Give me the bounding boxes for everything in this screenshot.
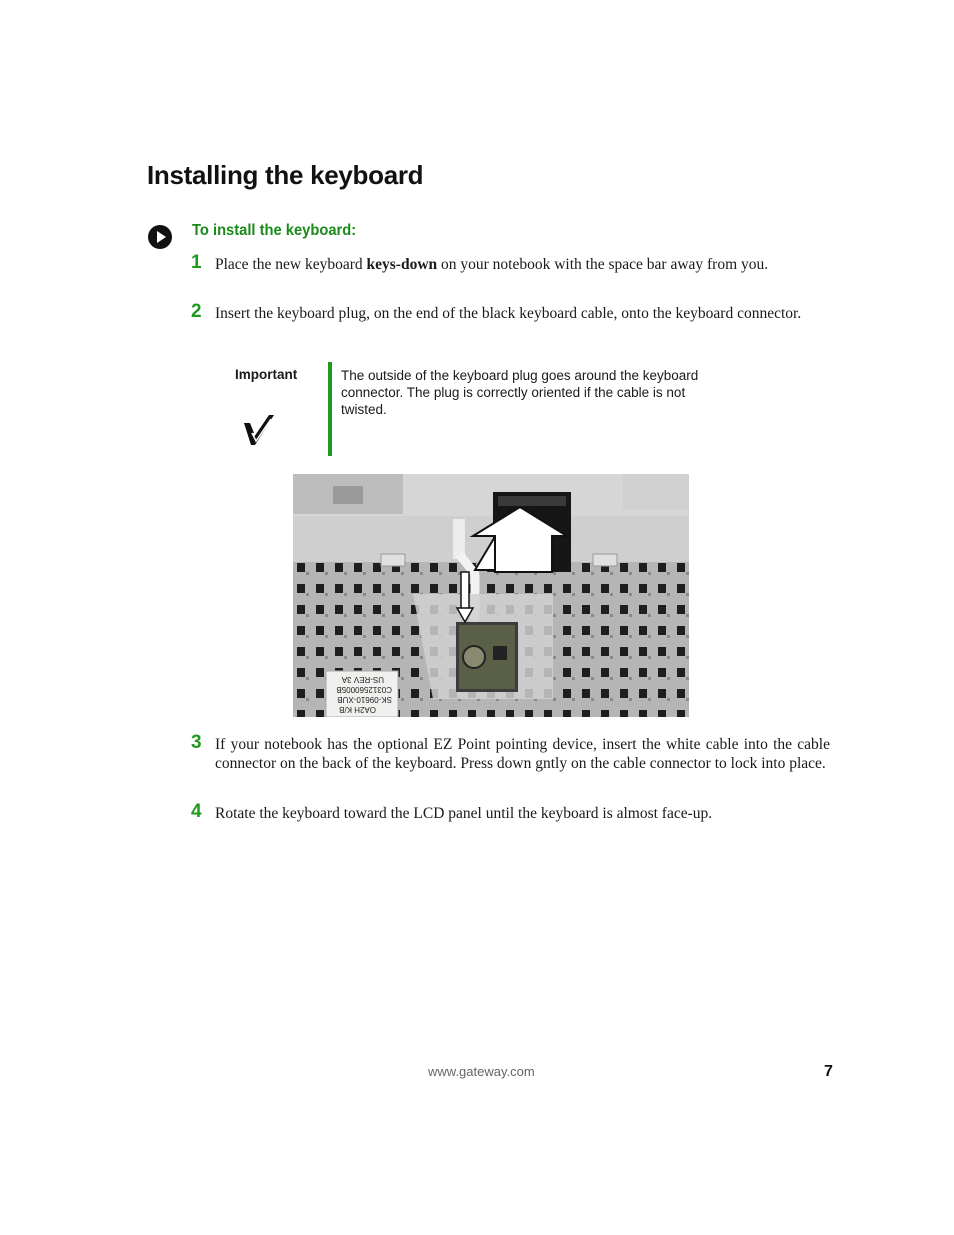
step-number-4: 4 <box>191 801 202 822</box>
step-number-1: 1 <box>191 252 202 273</box>
photo-label-line-1: OA2H K/B <box>339 705 376 714</box>
step-text-4: Rotate the keyboard toward the LCD panel until the keyboard is almost face-up. <box>215 805 713 822</box>
play-circle-icon <box>147 224 173 250</box>
footer-url: www.gateway.com <box>428 1064 535 1079</box>
checkmark-icon <box>241 411 277 447</box>
step-number-2: 2 <box>191 301 202 322</box>
step-1-text-after: on your notebook with the space bar away from you. <box>437 256 769 273</box>
photo-label-line-3: C0312560005B <box>336 685 392 694</box>
step-1-text-before: Place the new keyboard <box>215 256 367 273</box>
step-number-3: 3 <box>191 732 202 753</box>
photo-label-line-4: US-REV 3A <box>341 675 384 684</box>
keyboard-connector-photo <box>293 474 689 717</box>
photo-label-line-2: SK-09610-XUB <box>337 695 392 704</box>
page-title: Installing the keyboard <box>147 160 424 190</box>
step-text-1 <box>215 255 830 274</box>
step-1-bold-text: keys-down <box>366 256 438 273</box>
important-text: The outside of the keyboard plug goes around the keyboard connector. The plug is correctly oriented if the cable is not twisted. <box>341 368 699 417</box>
step-text-3: If your notebook has the optional EZ Point pointing device, insert the white cable into the cable connector on the back of the keyboard. Press down gntly on the cable connector to lock into place. <box>215 736 830 772</box>
important-divider <box>328 362 332 456</box>
page-number: 7 <box>824 1063 833 1080</box>
important-label: Important <box>235 367 298 382</box>
step-text-2: Insert the keyboard plug, on the end of the black keyboard cable, onto the keyboard connector. <box>215 305 802 322</box>
procedure-heading: To install the keyboard: <box>192 222 357 239</box>
